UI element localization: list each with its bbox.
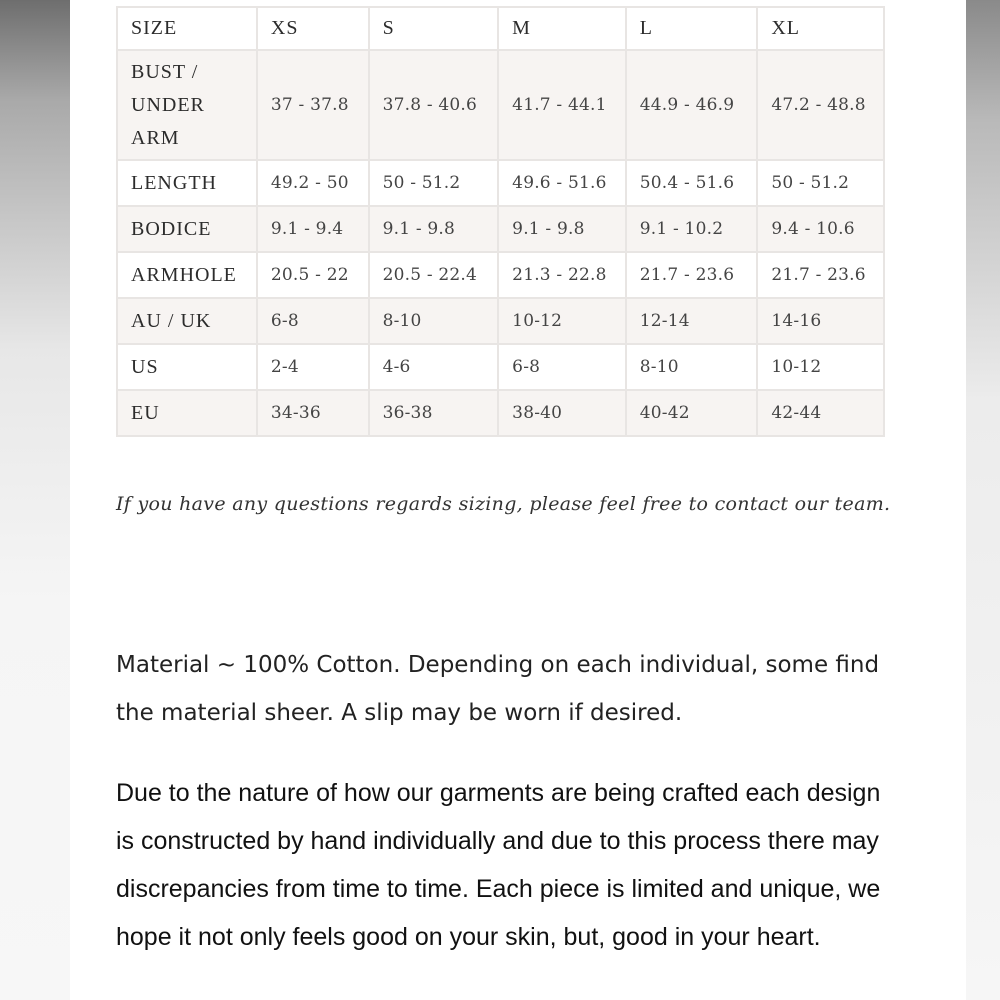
craftsmanship-paragraph: Due to the nature of how our garments are being crafted each design is constructed by hand individually and due to this process there may discrepancies from time to time. Each piece is limited and unique, we hope it not only feels good on your skin, but, good in your heart.: [116, 779, 881, 951]
table-cell: 50 - 51.2: [757, 160, 884, 206]
table-cell: 9.4 - 10.6: [757, 206, 884, 252]
right-background-edge: [966, 0, 1000, 1000]
table-cell: 37 - 37.8: [257, 50, 369, 160]
size-chart-header-row: [117, 7, 884, 50]
table-cell: 10-12: [757, 344, 884, 390]
table-cell: 21.3 - 22.8: [498, 252, 626, 298]
table-cell: 20.5 - 22.4: [369, 252, 499, 298]
table-cell: 6-8: [498, 344, 626, 390]
table-cell: 41.7 - 44.1: [498, 50, 626, 160]
table-cell: 9.1 - 9.4: [257, 206, 369, 252]
table-cell: 21.7 - 23.6: [757, 252, 884, 298]
size-chart-row-au-uk: [117, 298, 884, 344]
header-cell-l: L: [626, 7, 758, 50]
material-paragraph: Material ~ 100% Cotton. Depending on each individual, some find the material sheer. A slip may be worn if desired.: [116, 652, 880, 726]
row-label-eu: EU: [117, 390, 257, 436]
table-cell: 8-10: [626, 344, 758, 390]
table-cell: 49.2 - 50: [257, 160, 369, 206]
table-cell: 9.1 - 9.8: [369, 206, 499, 252]
left-background-edge: [0, 0, 70, 1000]
size-chart-row-bodice: [117, 206, 884, 252]
size-chart-row-eu: [117, 390, 884, 436]
table-cell: 12-14: [626, 298, 758, 344]
table-cell: 49.6 - 51.6: [498, 160, 626, 206]
table-cell: 34-36: [257, 390, 369, 436]
table-cell: 2-4: [257, 344, 369, 390]
header-cell-s: S: [369, 7, 499, 50]
table-cell: 20.5 - 22: [257, 252, 369, 298]
table-cell: 36-38: [369, 390, 499, 436]
size-chart-row-us: [117, 344, 884, 390]
table-cell: 9.1 - 10.2: [626, 206, 758, 252]
table-cell: 37.8 - 40.6: [369, 50, 499, 160]
size-chart-table: [116, 6, 885, 437]
table-cell: 50.4 - 51.6: [626, 160, 758, 206]
size-chart-row-length: [117, 160, 884, 206]
table-cell: 50 - 51.2: [369, 160, 499, 206]
table-cell: 10-12: [498, 298, 626, 344]
sizing-contact-note: If you have any questions regards sizing, please feel free to contact our team.: [116, 493, 891, 515]
table-cell: 8-10: [369, 298, 499, 344]
table-cell: 9.1 - 9.8: [498, 206, 626, 252]
table-cell: 4-6: [369, 344, 499, 390]
table-cell: 38-40: [498, 390, 626, 436]
table-cell: 6-8: [257, 298, 369, 344]
product-description-page: [70, 0, 966, 1000]
row-label-armhole: ARMHOLE: [117, 252, 257, 298]
row-label-bust: BUST / UNDER ARM: [117, 50, 257, 160]
table-cell: 42-44: [757, 390, 884, 436]
header-cell-m: M: [498, 7, 626, 50]
table-cell: 14-16: [757, 298, 884, 344]
row-label-us: US: [117, 344, 257, 390]
header-cell-xs: XS: [257, 7, 369, 50]
header-cell-xl: XL: [757, 7, 884, 50]
table-cell: 40-42: [626, 390, 758, 436]
header-cell-size: SIZE: [117, 7, 257, 50]
table-cell: 21.7 - 23.6: [626, 252, 758, 298]
size-chart-row-bust: [117, 50, 884, 160]
row-label-bodice: BODICE: [117, 206, 257, 252]
table-cell: 47.2 - 48.8: [757, 50, 884, 160]
row-label-length: LENGTH: [117, 160, 257, 206]
table-cell: 44.9 - 46.9: [626, 50, 758, 160]
row-label-au-uk: AU / UK: [117, 298, 257, 344]
size-chart-row-armhole: [117, 252, 884, 298]
